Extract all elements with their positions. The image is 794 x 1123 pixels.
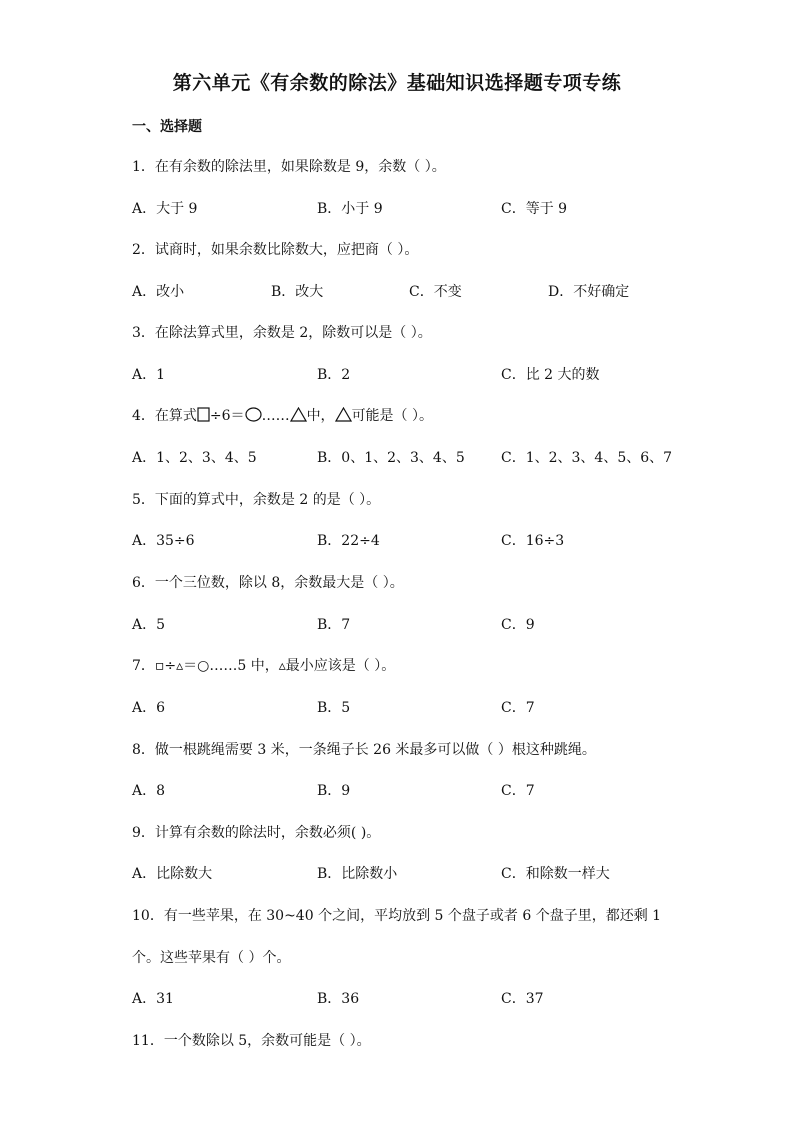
q9-option-b[interactable]: B．比除数小 bbox=[317, 866, 398, 882]
q3-option-c[interactable]: C．比 2 大的数 bbox=[501, 367, 600, 383]
q7-option-b[interactable]: B．5 bbox=[317, 700, 351, 716]
q7-option-c[interactable]: C．7 bbox=[501, 700, 535, 716]
q4-stem-part-3: …… bbox=[261, 408, 290, 424]
q9-option-a[interactable]: A．比除数大 bbox=[132, 866, 213, 882]
question-10-stem-line-2: 个。这些苹果有（ ）个。 bbox=[132, 950, 291, 966]
q4-option-a[interactable]: A．1、2、3、4、5 bbox=[132, 450, 257, 466]
q8-option-c[interactable]: C．7 bbox=[501, 783, 535, 799]
q2-option-d[interactable]: D．不好确定 bbox=[548, 284, 630, 300]
q1-option-b[interactable]: B．小于 9 bbox=[317, 201, 383, 217]
question-5-stem: 5．下面的算式中，余数是 2 的是（ ）。 bbox=[132, 492, 381, 508]
q9-option-c[interactable]: C．和除数一样大 bbox=[501, 866, 610, 882]
q4-stem-part-1: 4．在算式 bbox=[132, 408, 197, 424]
page-title: 第六单元《有余数的除法》基础知识选择题专项专练 bbox=[172, 72, 622, 94]
q4-stem-part-5: 可能是（ ）。 bbox=[351, 408, 434, 424]
q4-stem-part-2: ÷6＝ bbox=[209, 408, 245, 424]
q10-option-b[interactable]: B．36 bbox=[317, 991, 360, 1007]
question-10-stem-line-1: 10．有一些苹果，在 30~40 个之间，平均放到 5 个盘子或者 6 个盘子里，都还剩 1 bbox=[132, 908, 662, 924]
question-4-stem bbox=[132, 405, 433, 425]
square-shape-icon bbox=[197, 407, 210, 422]
question-2-stem: 2．试商时，如果余数比除数大，应把商（ ）。 bbox=[132, 242, 419, 258]
q6-option-c[interactable]: C．9 bbox=[501, 617, 535, 633]
q5-option-c[interactable]: C．16÷3 bbox=[501, 533, 565, 549]
q6-option-a[interactable]: A．5 bbox=[132, 617, 166, 633]
question-9-stem: 9．计算有余数的除法时，余数必须( )。 bbox=[132, 825, 381, 841]
q4-option-b[interactable]: B．0、1、2、3、4、5 bbox=[317, 450, 465, 466]
q2-option-a[interactable]: A．改小 bbox=[132, 284, 185, 300]
question-1-stem: 1．在有余数的除法里，如果除数是 9，余数（ ）。 bbox=[132, 159, 446, 175]
triangle-shape-icon bbox=[335, 407, 352, 422]
question-3-stem: 3．在除法算式里，余数是 2，除数可以是（ ）。 bbox=[132, 325, 432, 341]
q8-option-b[interactable]: B．9 bbox=[317, 783, 351, 799]
q1-option-c[interactable]: C．等于 9 bbox=[501, 201, 568, 217]
q4-stem-part-4: 中， bbox=[306, 408, 335, 424]
q6-option-b[interactable]: B．7 bbox=[317, 617, 351, 633]
q7-option-a[interactable]: A．6 bbox=[132, 700, 166, 716]
q8-option-a[interactable]: A．8 bbox=[132, 783, 166, 799]
q3-option-a[interactable]: A．1 bbox=[132, 367, 166, 383]
q3-option-b[interactable]: B．2 bbox=[317, 367, 351, 383]
q10-option-c[interactable]: C．37 bbox=[501, 991, 544, 1007]
q10-option-a[interactable]: A．31 bbox=[132, 991, 174, 1007]
question-6-stem: 6．一个三位数，除以 8，余数最大是（ ）。 bbox=[132, 575, 404, 591]
section-heading: 一、选择题 bbox=[132, 119, 202, 135]
q5-option-b[interactable]: B．22÷4 bbox=[317, 533, 380, 549]
q2-option-b[interactable]: B．改大 bbox=[271, 284, 324, 300]
question-11-stem: 11．一个数除以 5，余数可能是（ ）。 bbox=[132, 1033, 371, 1049]
triangle-shape-icon bbox=[290, 407, 307, 422]
q4-option-c[interactable]: C．1、2、3、4、5、6、7 bbox=[501, 450, 673, 466]
circle-shape-icon bbox=[245, 407, 262, 422]
q1-option-a[interactable]: A．大于 9 bbox=[132, 201, 198, 217]
question-7-stem: 7．▫÷▵＝○……5 中，▵最小应该是（ ）。 bbox=[132, 658, 396, 674]
question-8-stem: 8．做一根跳绳需要 3 米，一条绳子长 26 米最多可以做（ ）根这种跳绳。 bbox=[132, 742, 596, 758]
q2-option-c[interactable]: C．不变 bbox=[409, 284, 462, 300]
q5-option-a[interactable]: A．35÷6 bbox=[132, 533, 195, 549]
